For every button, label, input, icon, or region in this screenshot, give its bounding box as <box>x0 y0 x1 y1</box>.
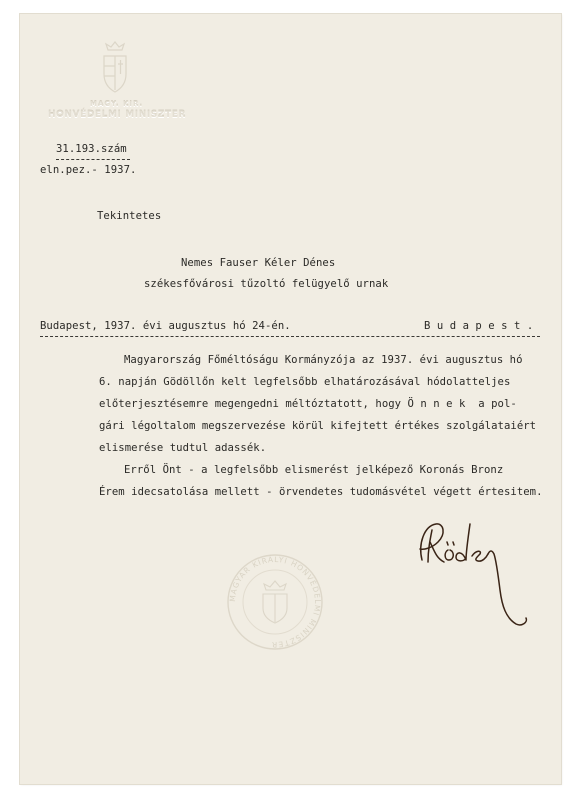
coat-of-arms-icon <box>98 40 132 96</box>
letterhead-line-1: MAGY. KIR. <box>90 100 144 108</box>
body-line: Érem idecsatolása mellett - örvendetes tudomásvétel végett értesitem. <box>99 486 543 498</box>
seal-crest-icon <box>263 581 287 623</box>
seal-text: MAGYAR KIRÁLYI HONVÉDELMI MINISZTER <box>227 554 323 650</box>
letterhead-line-2: HONVÉDELMI MINISZTER <box>48 110 187 120</box>
recipient-title: székesfővárosi tűzoltó felügyelő urnak <box>144 278 389 290</box>
dateline-place: B u d a p e s t . <box>424 320 534 332</box>
official-seal <box>220 552 330 652</box>
body-line: 6. napján Gödöllőn kelt legfelsőbb elhatározásával hódolatteljes <box>99 376 511 388</box>
dateline-date: Budapest, 1937. évi augusztus hó 24-én. <box>40 320 291 332</box>
body-line: Erről Önt - a legfelsőbb elismerést jelképező Koronás Bronz <box>124 464 504 476</box>
reference-office: eln.pez.- 1937. <box>40 164 137 176</box>
dateline-divider <box>40 336 540 337</box>
reference-divider <box>56 159 130 160</box>
body-line: elismerése tudtul adassék. <box>99 442 267 454</box>
letterhead-emboss <box>48 40 188 120</box>
signature <box>408 514 538 634</box>
reference-number: 31.193.szám <box>56 143 127 155</box>
recipient-name: Nemes Fauser Kéler Dénes <box>181 257 336 269</box>
salutation: Tekintetes <box>97 210 162 222</box>
body-line: gári légoltalom megszervezése körül kifejtett értékes szolgálataiért <box>99 420 537 432</box>
body-line: Magyarország Főméltóságu Kormányzója az 1937. évi augusztus hó <box>124 354 523 366</box>
body-line: előterjesztésemre megengedni méltóztatott, hogy Ö n n e k a pol- <box>99 398 517 410</box>
letter-page <box>20 14 561 784</box>
